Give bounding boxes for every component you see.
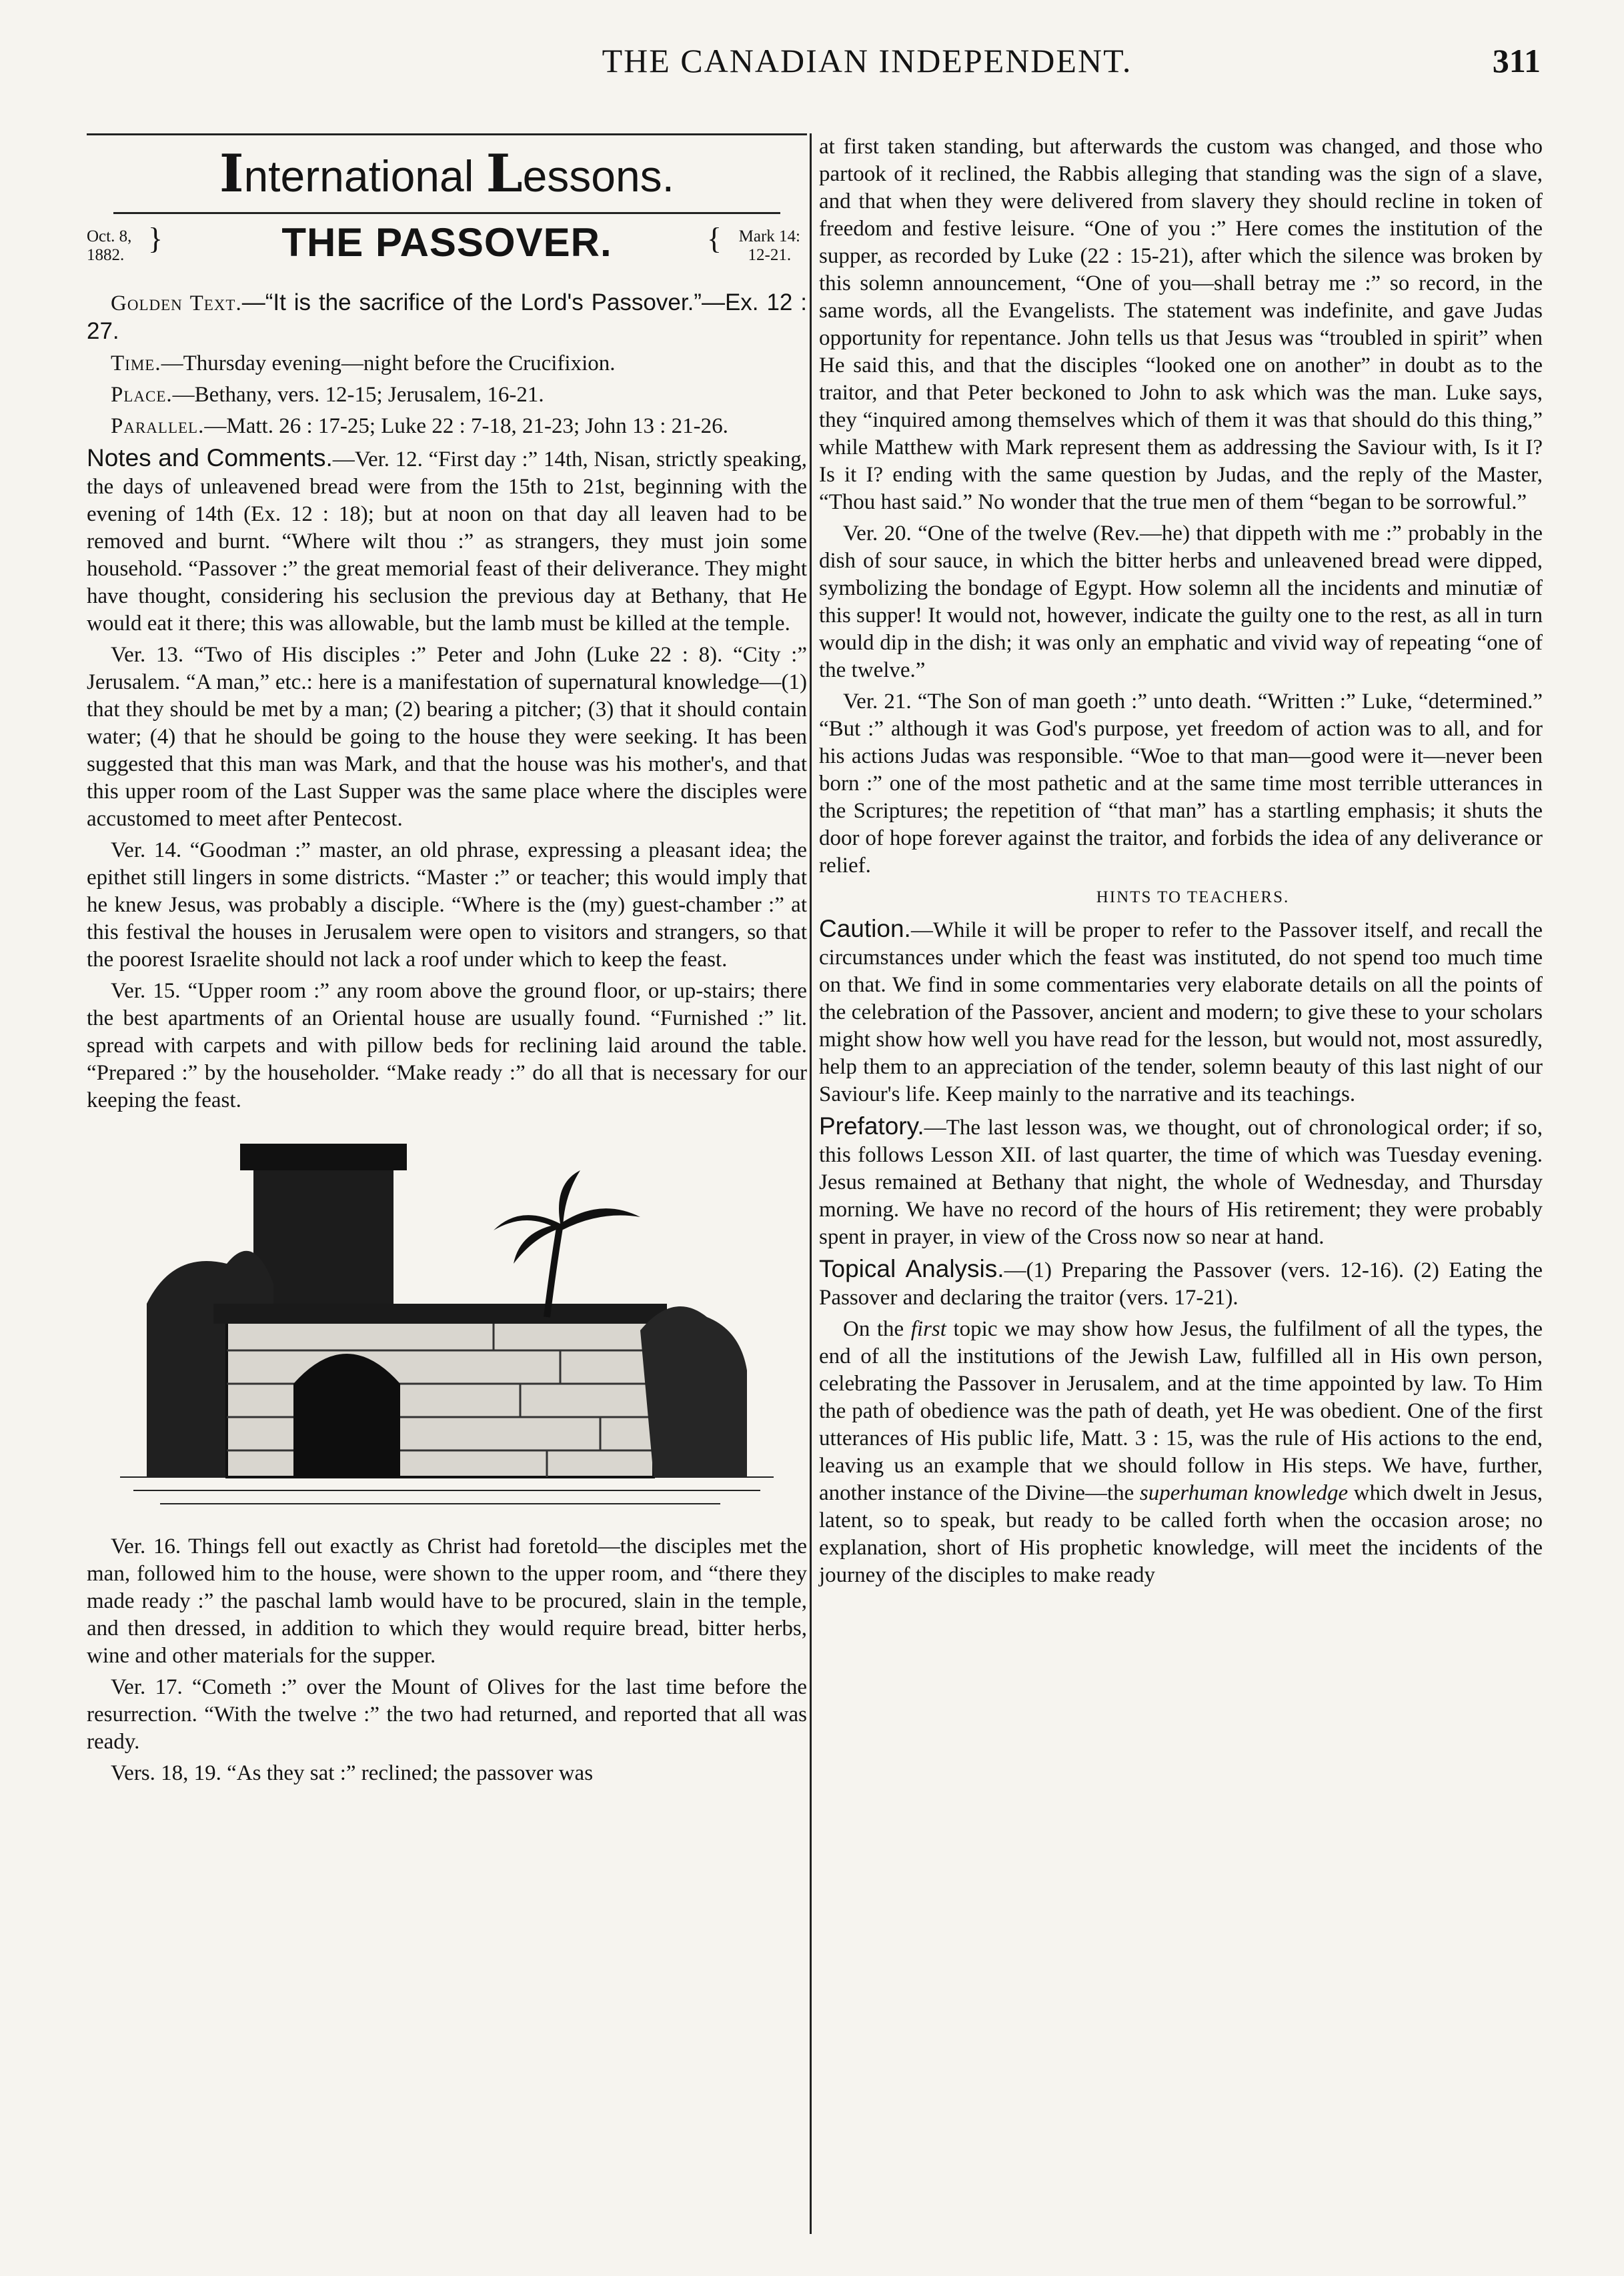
first-topic-paragraph [819,1316,1543,1589]
lesson-ref-line2: 12-21. [748,246,792,264]
top-rule [87,133,807,135]
verse-21-paragraph: Ver. 21. “The Son of man goeth :” unto death. “Written :” Luke, “determined.” “But :” although it was God's purpose, yet freedom of action was to all, and for his actions Judas was responsible. “Woe to that man—good were it—never been born :” one of the most pathetic and at the same time most terrible utterances in the Scriptures; the repetition of “that man” has a startling emphasis; it shuts the door of hope forever against the traitor, and forbids the idea of any deliverance or relief. [819,690,1543,878]
ground-hatching [120,1477,774,1504]
lesson-date-line1: Oct. 8, [87,227,132,245]
right-column [819,133,1543,1593]
golden-text-label: Golden Text. [111,291,242,315]
arched-doorway [293,1354,400,1477]
time-label: Time. [111,351,161,375]
publication-title: THE CANADIAN INDEPENDENT. [602,42,1132,79]
parallel-label: Parallel. [111,414,205,438]
lesson-title: THE PASSOVER. [281,220,612,265]
heading-initial-l: L [486,143,523,204]
hints-heading: HINTS TO TEACHERS. [1096,888,1290,906]
house-wall [227,1317,654,1477]
section-heading [87,143,807,204]
upper-room-house-illustration [120,1130,774,1517]
superhuman-knowledge-emphasis: superhuman knowledge [1139,1481,1349,1505]
prefatory-paragraph [819,1112,1543,1251]
page-number: 311 [1492,42,1541,79]
tower-block [253,1157,393,1324]
notes-paragraph [87,444,807,638]
heading-word-2: essons. [522,151,675,201]
verse-14-paragraph: Ver. 14. “Goodman :” master, an old phrase, expressing a pleasant idea; the epithet still lingers in some districts. “Master :” or teacher; this would imply that he knew Jesus, was probably a disciple. “Where is the (my) guest-chamber :” at this festival the houses in Jerusalem were open to visitors and strangers, so that the poorest Israelite should not lack a roof under which to keep the feast. [87,838,807,972]
verse-17-paragraph: Ver. 17. “Cometh :” over the Mount of Olives for the last time before the resurrection. “With the twelve :” the two had returned, and reported that all was ready. [87,1675,807,1754]
verse-13-paragraph: Ver. 13. “Two of His disciples :” Peter and John (Luke 22 : 8). “City :” Jerusalem. “A man,” etc.: here is a manifestation of supernatural knowledge—(1) that they should be met by a man; (2) bearing a pitcher; (3) that it should contain water; (4) that he should be going to the house they were seeking. It has been suggested that this man was Mark, and that the house was his mother's, and that this upper room of the Last Supper was the same place where the disciples were accustomed to meet after Pentecost. [87,643,807,831]
verse-16-paragraph: Ver. 16. Things fell out exactly as Christ had foretold—the disciples met the man, followed him to the house, were shown to the upper room, and “there they made ready :” the paschal lamb would have to be procured, slain in the temple, and then dressed, in addition to which they would require bread, bitter herbs, wine and other materials for the supper. [87,1534,807,1668]
lesson-reference [739,227,800,265]
first-topic-b: topic we may show how Jesus, the fulfilment of all the types, the end of all the institutions of the Jewish Law, fulfilled all in His own person, celebrating the Passover in Jerusalem, and at the time appointed by law. To Him the path of obedience was the path of death, yet He was obedient. One of the first utterances of His public life, Matt. 3 : 15, was the rule of His actions to the end, leaving us an example that we should follow in His steps. We have, further, another instance of the Divine—the [819,1317,1543,1505]
lesson-ref-line1: Mark 14: [738,227,800,245]
running-head [100,41,1541,81]
parallel-line [87,413,807,440]
heading-rule [113,212,780,214]
place-line [87,381,807,409]
lesson-header [87,222,807,286]
golden-text-body: —“It is the sacrifice of the Lord's Passover.”—Ex. 12 : 27. [87,289,808,344]
brace-right-icon: } [148,221,163,255]
notes-label: Notes and Comments. [87,444,333,471]
topical-label: Topical Analysis. [819,1255,1004,1282]
heading-word-1: nternational [243,151,486,201]
verse-15-paragraph: Ver. 15. “Upper room :” any room above the ground floor, or up-stairs; there the best apartments of an Oriental house are usually found. “Furnished :” lit. spread with carpets and with pillow beds for reclining laid around the table. “Prepared :” by the householder. “Make ready :” do all that is necessary for our keeping the feast. [87,979,807,1112]
column-divider [810,133,812,2234]
topical-text: —(1) Preparing the Passover (vers. 12-16). (2) Eating the Passover and declaring the traitor (vers. 17-21). [819,1258,1543,1310]
tower-roof [240,1144,407,1170]
prefatory-label: Prefatory. [819,1112,924,1140]
house-roofline [213,1304,667,1324]
first-topic-a: On the [843,1317,911,1341]
verse-18-paragraph: Vers. 18, 19. “As they sat :” reclined; the passover was [111,1761,594,1785]
time-line [87,350,807,377]
continued-paragraph: at first taken standing, but afterwards the custom was changed, and those who partook of it reclined, the Rabbis alleging that standing was the sign of a slave, and that when they were delivered from slavery they should recline in token of freedom and festive leisure. “One of you :” Here comes the institution of the supper, as recorded by Luke (22 : 15-21), after which the silence was broken by this solemn announcement, “One of you—shall betray me :” so record, in the same words, all the Evangelists. The statement was indefinite, and gave Judas opportunity for repentance. John tells us that Jesus was “troubled in spirit” when He said this, and that the disciples “looked one on another” in doubt as to the traitor, and that Peter beckoned to John to ask which was the man. Luke says, they “inquired among themselves which of them it was that should do this thing,” while Matthew with Mark represent them as addressing the Saviour with, Is it I? Is it I? ending with the same question by Judas, and the reply of the Master, “Thou hast said.” No wonder that the true men of them “began to be sorrowful.” [819,135,1543,514]
parallel-text: —Matt. 26 : 17-25; Luke 22 : 7-18, 21-23; John 13 : 21-26. [204,414,728,438]
topical-paragraph [819,1255,1543,1312]
brace-left-icon: { [706,221,722,255]
first-topic-c: which dwelt in Jesus, latent, so to speak, but ready to be called forth when the occasion arose; no explanation, short of His prophetic knowledge, will meet the incidents of the journey of the disciples to make ready [819,1481,1543,1587]
time-text: —Thursday evening—night before the Crucifixion. [161,351,616,375]
place-text: —Bethany, vers. 12-15; Jerusalem, 16-21. [172,383,544,407]
verse-20-paragraph: Ver. 20. “One of the twelve (Rev.—he) that dippeth with me :” probably in the dish of sour sauce, in which the bitter herbs and unleavened bread were dipped, symbolizing the bondage of Egypt. How solemn all the incidents and minutiæ of this supper! It would not, however, indicate the guilty one to the rest, as all in turn would dip in the dish; it was only an emphatic and vivid way of repeating “one of the twelve.” [819,521,1543,682]
first-topic-emphasis: first [910,1317,946,1341]
prefatory-text: —The last lesson was, we thought, out of chronological order; if so, this follows Lesson XII. of last quarter, the time of which was Tuesday evening. Jesus remained at Bethany that night, the whole of Wednesday, and Thursday morning. We have no record of the hours of His retirement; they were probably spent in prayer, in view of the Cross now so near at hand. [819,1116,1543,1249]
left-column [87,133,807,1791]
heading-initial-i: I [219,143,244,204]
palm-fronds [494,1170,640,1264]
place-label: Place. [111,383,173,407]
lesson-date-line2: 1882. [87,246,125,264]
notes-text: —Ver. 12. “First day :” 14th, Nisan, strictly speaking, the days of unleavened bread were from the 15th to 21st, beginning with the evening of 14th (Ex. 12 : 18); but at noon on that day all leaven had to be removed and burnt. “Where wilt thou :” as strangers, they must join some household. “Passover :” the great memorial feast of their deliverance. They might have thought, considering his seclusion the previous day at Bethany, that He would eat it there; this was allowable, but the lamb must be killed at the temple. [87,447,807,636]
right-foliage [640,1306,747,1477]
caution-paragraph [819,915,1543,1108]
caution-text: —While it will be proper to refer to the Passover itself, and recall the circumstances under which the feast was instituted, do not spend too much time on that. We find in some commentaries very elaborate details on all the points of the celebration of the Passover, ancient and modern; to give these to your scholars might show how well you have read for the lesson, but would not, most assuredly, help them to an appreciation of the tender, solemn beauty of this last night of our Saviour's life. Keep mainly to the narrative and its teachings. [819,918,1543,1106]
caution-label: Caution. [819,915,911,942]
palm-trunk [547,1224,560,1317]
golden-text [87,289,807,346]
